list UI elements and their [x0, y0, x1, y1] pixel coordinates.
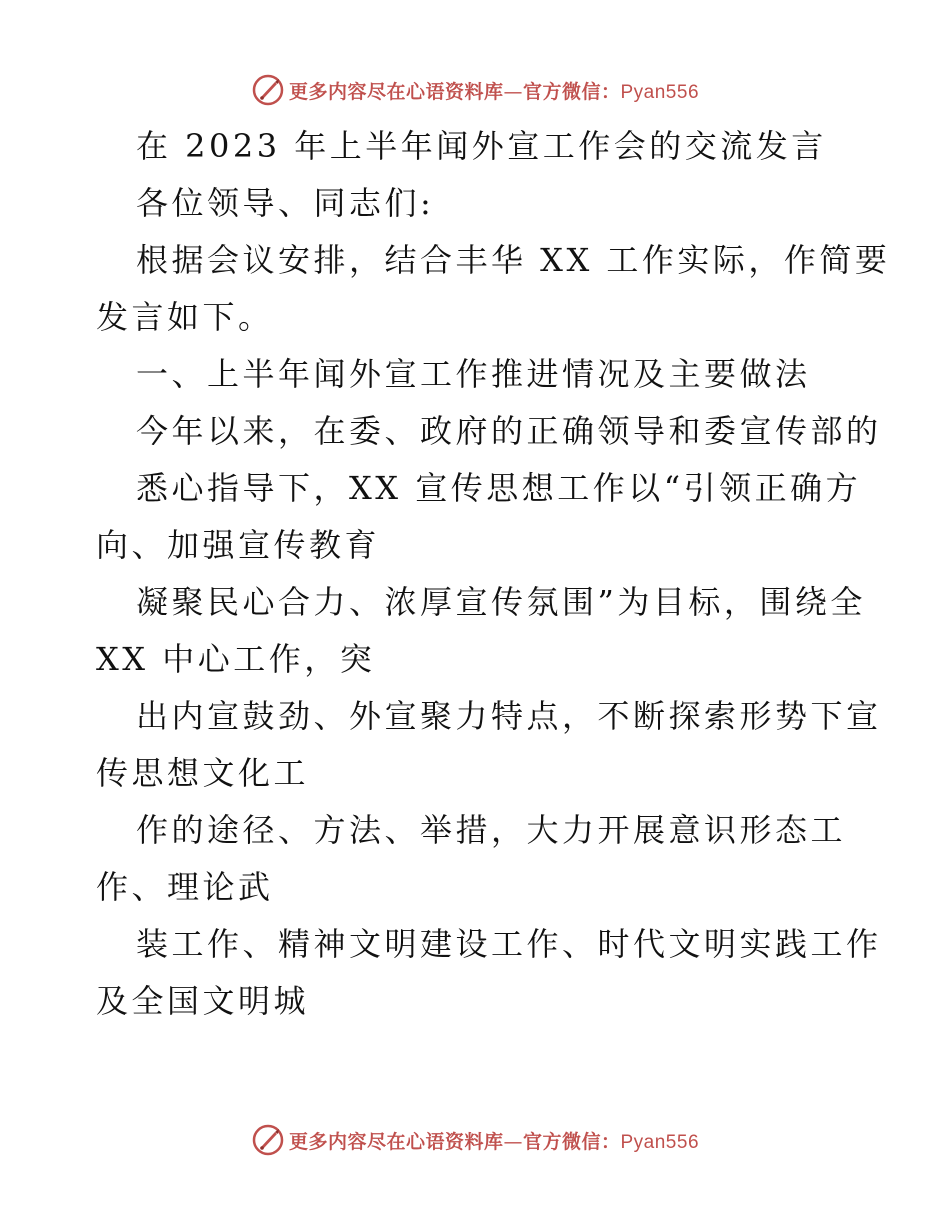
document-line: 一、上半年闻外宣工作推进情况及主要做法	[136, 355, 811, 393]
document-line: 发言如下。	[96, 298, 274, 336]
watermark-text	[289, 1127, 699, 1154]
document-line: 悉心指导下，XX 宣传思想工作以“引领正确方	[136, 469, 862, 507]
document-line: 凝聚民心合力、浓厚宣传氛围”为目标，围绕全	[136, 583, 866, 621]
watermark-wechat-label: 官方微信：	[522, 1130, 621, 1153]
document-line: 装工作、精神文明建设工作、时代文明实践工作	[136, 925, 882, 963]
document-line: XX 中心工作，突	[96, 640, 376, 678]
document-line: 今年以来，在委、政府的正确领导和委宣传部的	[136, 412, 882, 450]
document-line: 各位领导、同志们:	[136, 184, 435, 222]
document-line: 在 2023 年上半年闻外宣工作会的交流发言	[136, 127, 827, 165]
watermark-banner-top	[0, 70, 950, 110]
watermark-dash: —	[503, 80, 523, 103]
watermark-banner-bottom	[0, 1120, 950, 1160]
watermark-wechat-id: Pyan556	[620, 1131, 700, 1153]
watermark-dash: —	[503, 1130, 523, 1153]
quill-logo-icon	[251, 73, 285, 107]
quill-logo-icon	[251, 1123, 285, 1157]
watermark-wechat-id: Pyan556	[620, 81, 700, 103]
document-line: 根据会议安排，结合丰华 XX 工作实际，作简要	[136, 241, 891, 279]
document-line: 向、加强宣传教育	[96, 526, 381, 564]
document-line: 出内宣鼓劲、外宣聚力特点，不断探索形势下宣	[136, 697, 882, 735]
document-body	[96, 118, 891, 1030]
watermark-library-text: 更多内容尽在心语资料库	[288, 80, 504, 103]
document-line: 及全国文明城	[96, 982, 310, 1020]
watermark-wechat-label: 官方微信：	[522, 80, 621, 103]
watermark-text	[289, 77, 699, 104]
document-line: 作、理论武	[96, 868, 274, 906]
watermark-library-text: 更多内容尽在心语资料库	[288, 1130, 504, 1153]
document-line: 作的途径、方法、举措，大力开展意识形态工	[136, 811, 847, 849]
document-line: 传思想文化工	[96, 754, 310, 792]
